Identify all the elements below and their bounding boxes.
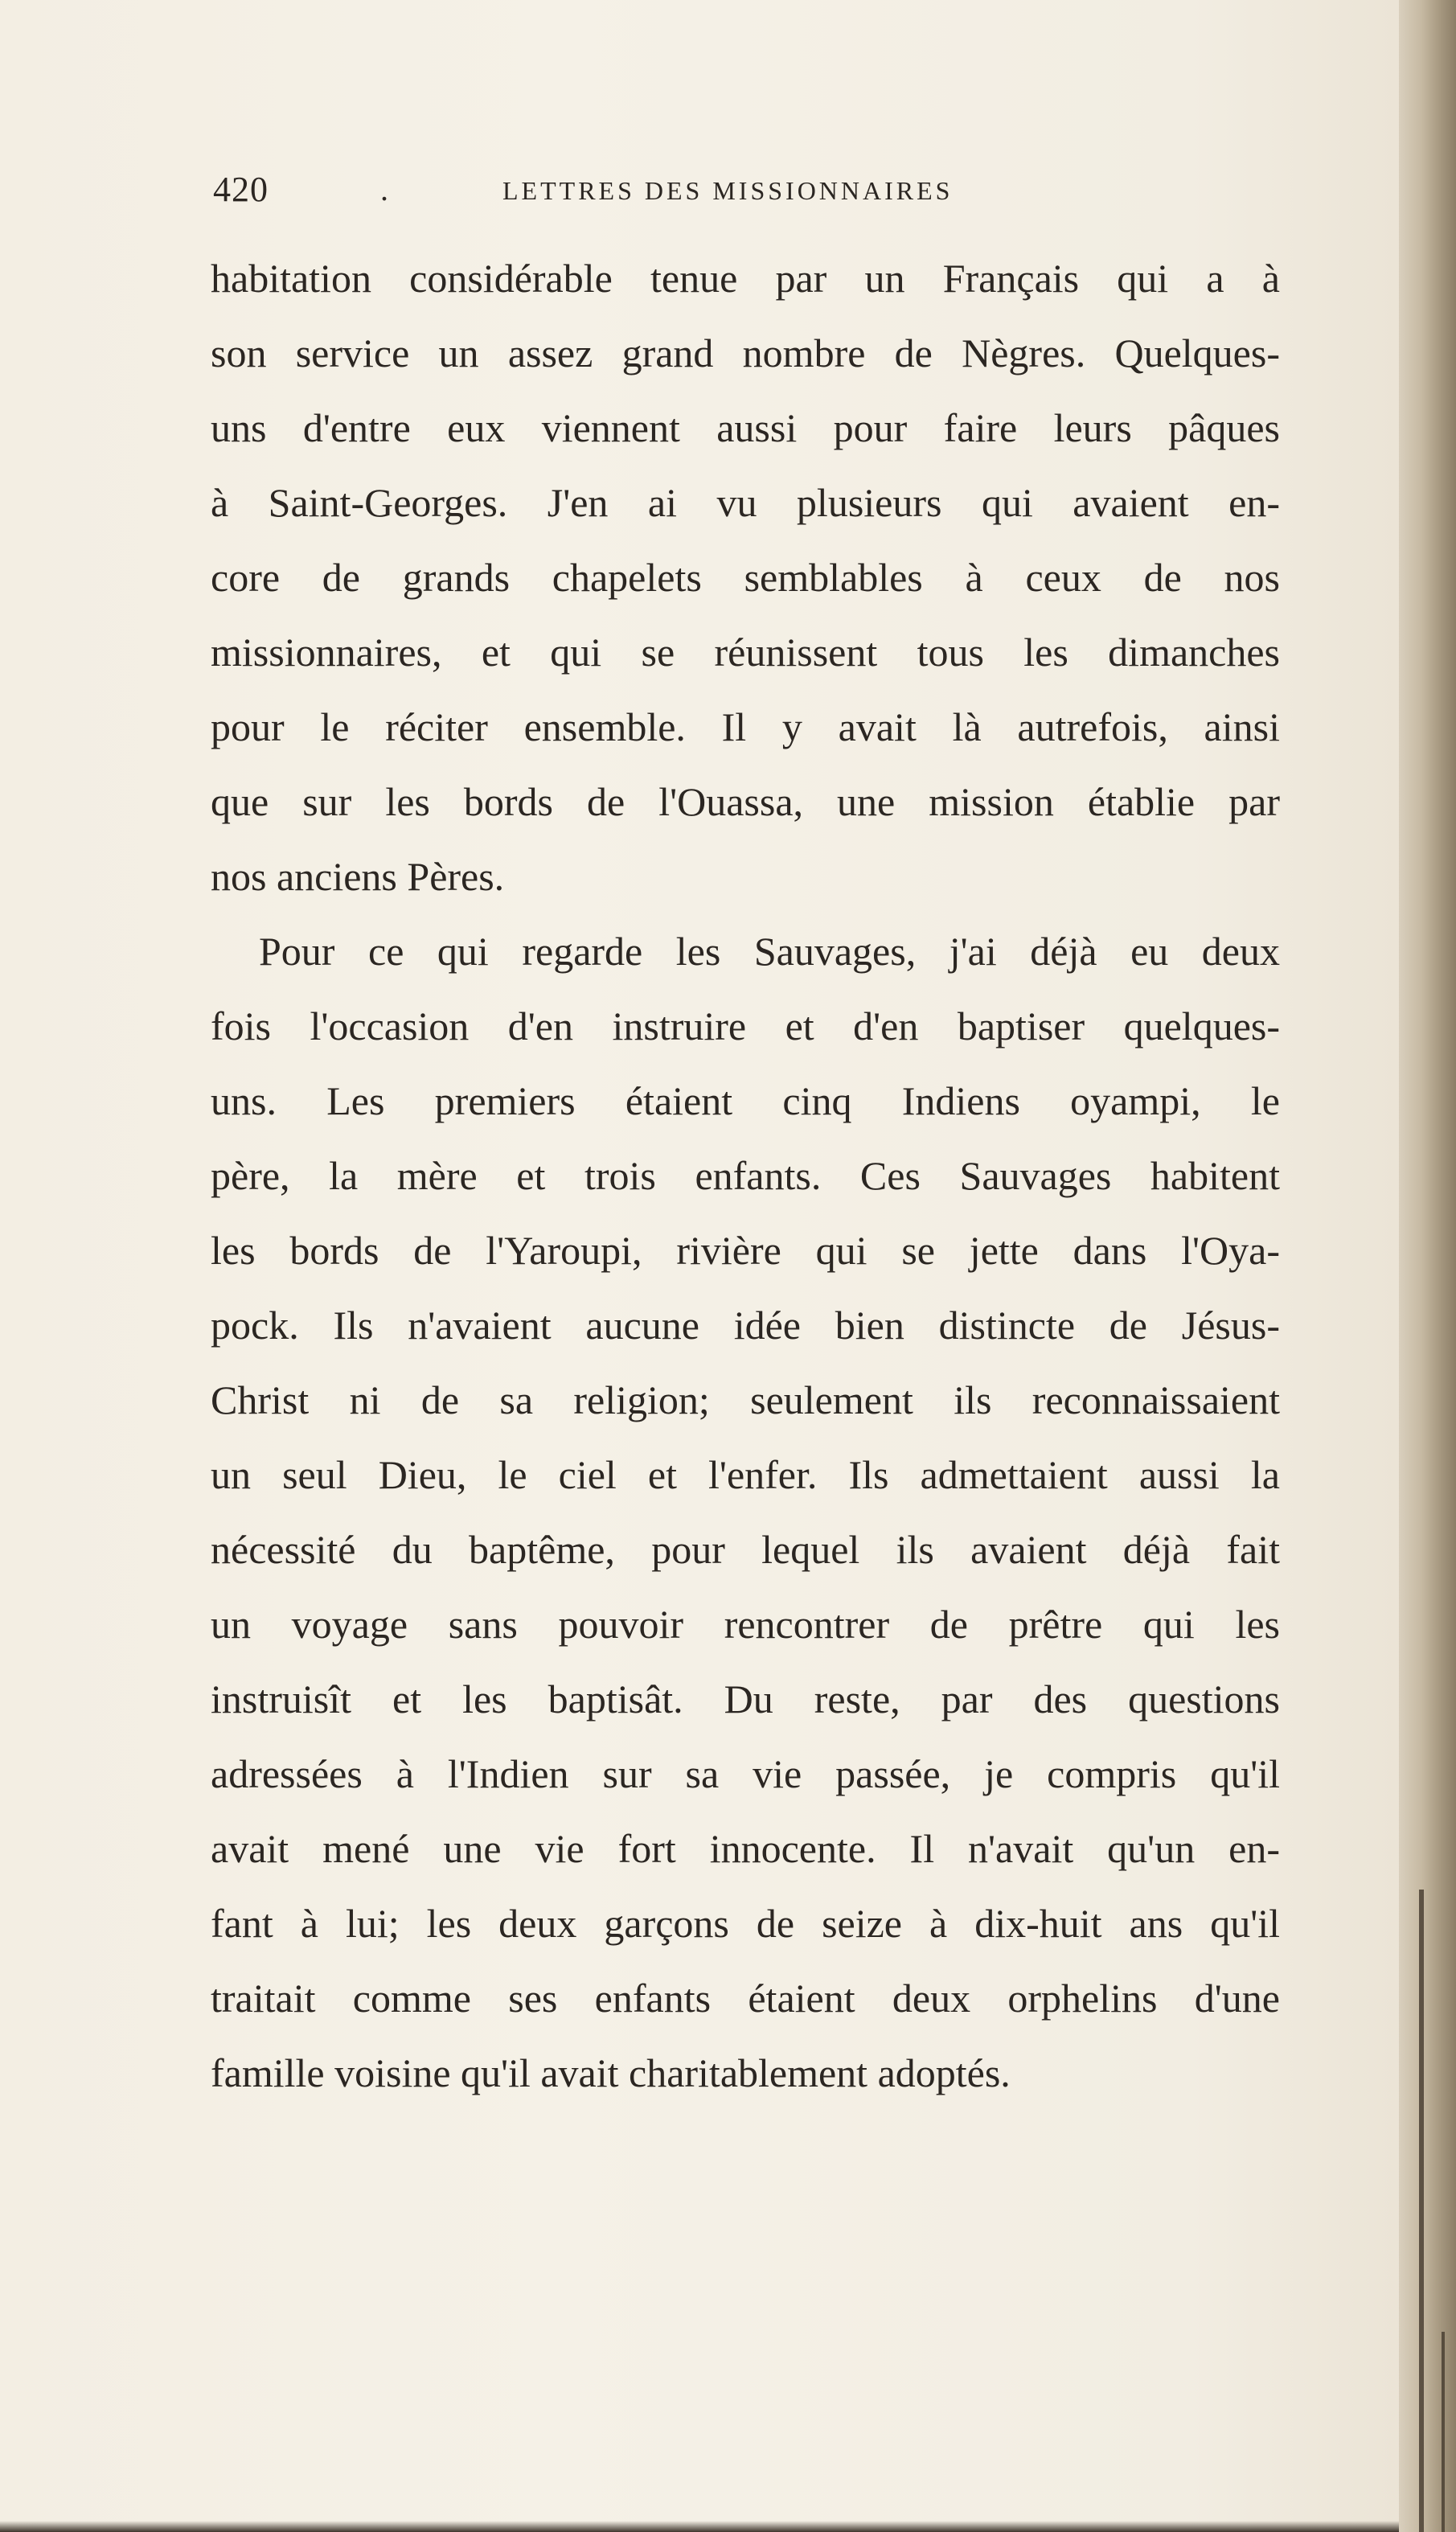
book-gutter <box>1399 0 1456 2532</box>
text-line: que sur les bords de l'Ouassa, une mission établie par <box>211 779 1280 824</box>
text-line: un seul Dieu, le ciel et l'enfer. Ils admettaient aussi la <box>211 1452 1280 1497</box>
text-line: famille voisine qu'il avait charitablement adoptés. <box>211 2050 1011 2095</box>
header-dot: . <box>380 171 388 207</box>
text-line: traitait comme ses enfants étaient deux orphelins d'une <box>211 1976 1280 2021</box>
running-head <box>213 167 1290 215</box>
text-line: pock. Ils n'avaient aucune idée bien distincte de Jésus- <box>211 1303 1280 1348</box>
page-bottom-edge <box>0 2521 1399 2532</box>
text-line: pour le réciter ensemble. Il y avait là autrefois, ainsi <box>211 704 1280 749</box>
text-line: avait mené une vie fort innocente. Il n'avait qu'un en- <box>211 1826 1280 1871</box>
text-line: à Saint-Georges. J'en ai vu plusieurs qui avaient en- <box>211 480 1280 525</box>
text-line: Christ ni de sa religion; seulement ils reconnaissaient <box>211 1377 1280 1422</box>
text-line: uns d'entre eux viennent aussi pour faire leurs pâques <box>211 405 1280 450</box>
body-text <box>211 241 1280 2111</box>
gutter-shadow-line <box>1419 1890 1424 2532</box>
paragraph-2 <box>211 914 1280 2111</box>
text-line: fois l'occasion d'en instruire et d'en baptiser quelques- <box>211 1003 1280 1049</box>
gutter-shadow-line <box>1442 2332 1445 2532</box>
text-line: fant à lui; les deux garçons de seize à dix-huit ans qu'il <box>211 1901 1280 1946</box>
text-line: père, la mère et trois enfants. Ces Sauvages habitent <box>211 1153 1280 1198</box>
text-line: nos anciens Pères. <box>211 854 505 899</box>
paragraph-1 <box>211 241 1280 914</box>
page-number: 420 <box>213 170 269 209</box>
running-title: LETTRES DES MISSIONNAIRES <box>502 176 954 205</box>
text-line: uns. Les premiers étaient cinq Indiens oyampi, le <box>211 1078 1280 1123</box>
text-line: habitation considérable tenue par un Français qui a à <box>211 256 1280 301</box>
text-line: core de grands chapelets semblables à ceux de nos <box>211 555 1280 600</box>
text-line: instruisît et les baptisât. Du reste, par des questions <box>211 1676 1280 1722</box>
text-line: missionnaires, et qui se réunissent tous les dimanches <box>211 630 1280 675</box>
text-line: les bords de l'Yaroupi, rivière qui se jette dans l'Oya- <box>211 1228 1280 1273</box>
text-line: adressées à l'Indien sur sa vie passée, je compris qu'il <box>211 1751 1280 1796</box>
text-line: nécessité du baptême, pour lequel ils avaient déjà fait <box>211 1527 1280 1572</box>
text-line: son service un assez grand nombre de Nègres. Quelques- <box>211 330 1280 375</box>
text-line: Pour ce qui regarde les Sauvages, j'ai déjà eu deux <box>259 929 1280 974</box>
text-line: un voyage sans pouvoir rencontrer de prêtre qui les <box>211 1602 1280 1647</box>
